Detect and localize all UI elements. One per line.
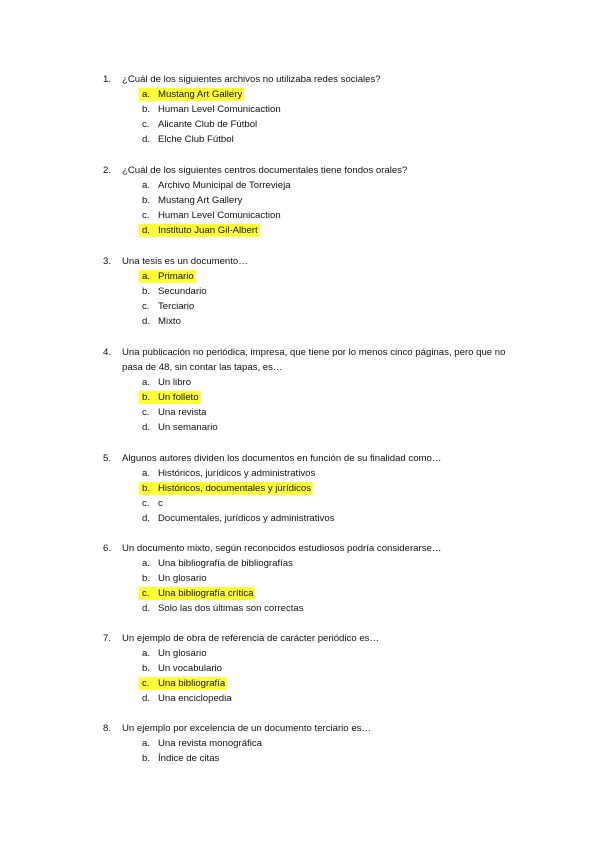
question-2 xyxy=(0,163,600,238)
question-line xyxy=(0,345,600,373)
option-text: Human Level Comunicaction xyxy=(158,104,281,115)
option-letter: b. xyxy=(142,573,151,584)
option-text: Mixto xyxy=(158,316,181,327)
option-letter: d. xyxy=(142,225,151,236)
option-b xyxy=(0,751,600,766)
option-letter: d. xyxy=(142,693,151,704)
option-a xyxy=(0,178,600,193)
option-text: Solo las dos últimas son correctas xyxy=(158,603,304,614)
option-list xyxy=(0,646,600,706)
option-letter: a. xyxy=(142,558,151,569)
option-letter: a. xyxy=(142,738,151,749)
option-text: Alicante Club de Fútbol xyxy=(158,119,258,130)
option-c xyxy=(0,208,600,223)
option-a xyxy=(0,375,600,390)
option-b xyxy=(0,284,600,299)
option-text: Una revista monográfica xyxy=(158,738,262,749)
option-d xyxy=(0,420,600,435)
option-text: Mustang Art Gallery xyxy=(158,89,243,100)
question-text: Un ejemplo de obra de referencia de carácter periódico es… xyxy=(122,633,380,644)
option-letter: b. xyxy=(142,104,151,115)
question-line xyxy=(0,163,600,178)
option-text: Elche Club Fútbol xyxy=(158,134,234,145)
option-text: Un glosario xyxy=(158,573,207,584)
question-number: 8. xyxy=(103,723,112,734)
question-line xyxy=(0,451,600,466)
option-text: Mustang Art Gallery xyxy=(158,195,243,206)
option-b xyxy=(0,661,600,676)
option-letter: a. xyxy=(142,648,151,659)
option-text: Históricos, jurídicos y administrativos xyxy=(158,468,316,479)
question-text: ¿Cuál de los siguientes archivos no utilizaba redes sociales? xyxy=(122,74,381,85)
option-b xyxy=(0,102,600,117)
option-letter: c. xyxy=(142,588,150,599)
option-d xyxy=(0,314,600,329)
option-text: Un glosario xyxy=(158,648,207,659)
option-letter: a. xyxy=(142,89,151,100)
option-text: Históricos, documentales y jurídicos xyxy=(158,483,312,494)
option-list xyxy=(0,87,600,147)
question-number: 1. xyxy=(103,74,112,85)
option-letter: c. xyxy=(142,498,150,509)
option-letter: b. xyxy=(142,195,151,206)
question-number: 6. xyxy=(103,543,112,554)
option-text: Instituto Juan Gil-Albert xyxy=(158,225,258,236)
option-letter: a. xyxy=(142,271,151,282)
option-text: Un semanario xyxy=(158,422,218,433)
option-letter: d. xyxy=(142,603,151,614)
option-c xyxy=(0,117,600,132)
option-c xyxy=(0,299,600,314)
option-letter: b. xyxy=(142,392,151,403)
option-a xyxy=(0,646,600,661)
option-letter: b. xyxy=(142,483,151,494)
option-c xyxy=(0,676,600,691)
question-6 xyxy=(0,541,600,616)
option-letter: c. xyxy=(142,407,150,418)
option-letter: a. xyxy=(142,468,151,479)
option-d xyxy=(0,601,600,616)
option-letter: a. xyxy=(142,180,151,191)
option-c xyxy=(0,586,600,601)
option-letter: d. xyxy=(142,513,151,524)
option-text: Human Level Comunicaction xyxy=(158,210,281,221)
option-text: Secundario xyxy=(158,286,207,297)
option-d xyxy=(0,132,600,147)
option-list xyxy=(0,375,600,435)
option-text: Una bibliografía xyxy=(158,678,226,689)
option-text: Un folleto xyxy=(158,392,199,403)
option-a xyxy=(0,466,600,481)
option-b xyxy=(0,481,600,496)
question-4 xyxy=(0,345,600,435)
option-a xyxy=(0,87,600,102)
option-text: Un libro xyxy=(158,377,192,388)
option-text: Terciario xyxy=(158,301,195,312)
option-letter: a. xyxy=(142,377,151,388)
option-text: Un vocabulario xyxy=(158,663,222,674)
option-list xyxy=(0,178,600,238)
option-text: Una bibliografía de bibliografías xyxy=(158,558,293,569)
option-b xyxy=(0,390,600,405)
option-text: Una bibliografía crítica xyxy=(158,588,254,599)
question-number: 2. xyxy=(103,165,112,176)
question-number: 3. xyxy=(103,256,112,267)
option-b xyxy=(0,193,600,208)
option-letter: d. xyxy=(142,316,151,327)
question-line xyxy=(0,541,600,556)
question-text: ¿Cuál de los siguientes centros documentales tiene fondos orales? xyxy=(122,165,408,176)
option-text: c xyxy=(158,498,163,509)
option-d xyxy=(0,511,600,526)
question-line xyxy=(0,721,600,736)
question-line xyxy=(0,72,600,87)
option-text: Primario xyxy=(158,271,194,282)
question-7 xyxy=(0,631,600,706)
question-text: Algunos autores dividen los documentos en función de su finalidad como… xyxy=(122,453,442,464)
option-letter: b. xyxy=(142,663,151,674)
option-letter: b. xyxy=(142,286,151,297)
option-text: Índice de citas xyxy=(158,753,220,764)
question-number: 5. xyxy=(103,453,112,464)
option-text: Archivo Municipal de Torrevieja xyxy=(158,180,291,191)
option-letter: b. xyxy=(142,753,151,764)
option-list xyxy=(0,736,600,766)
question-line xyxy=(0,254,600,269)
question-text: Una publicación no periódica, impresa, que tiene por lo menos cinco páginas, pero que no pasa de 48, sin contar las tapas, es… xyxy=(122,347,506,373)
option-list xyxy=(0,556,600,616)
option-letter: d. xyxy=(142,134,151,145)
option-c xyxy=(0,405,600,420)
option-letter: c. xyxy=(142,119,150,130)
question-1 xyxy=(0,72,600,147)
option-d xyxy=(0,223,600,238)
question-5 xyxy=(0,451,600,526)
option-list xyxy=(0,466,600,526)
question-line xyxy=(0,631,600,646)
question-text: Un ejemplo por excelencia de un documento terciario es… xyxy=(122,723,372,734)
question-8 xyxy=(0,721,600,766)
option-d xyxy=(0,691,600,706)
option-c xyxy=(0,496,600,511)
option-a xyxy=(0,269,600,284)
question-number: 7. xyxy=(103,633,112,644)
option-a xyxy=(0,556,600,571)
option-list xyxy=(0,269,600,329)
option-a xyxy=(0,736,600,751)
option-letter: c. xyxy=(142,678,150,689)
option-letter: c. xyxy=(142,210,150,221)
question-number: 4. xyxy=(103,347,112,358)
option-b xyxy=(0,571,600,586)
question-text: Un documento mixto, según reconocidos estudiosos podría considerarse… xyxy=(122,543,442,554)
option-text: Una enciclopedia xyxy=(158,693,232,704)
option-text: Una revista xyxy=(158,407,207,418)
question-text: Una tesis es un documento… xyxy=(122,256,248,267)
option-letter: d. xyxy=(142,422,151,433)
option-text: Documentales, jurídicos y administrativos xyxy=(158,513,335,524)
option-letter: c. xyxy=(142,301,150,312)
question-3 xyxy=(0,254,600,329)
